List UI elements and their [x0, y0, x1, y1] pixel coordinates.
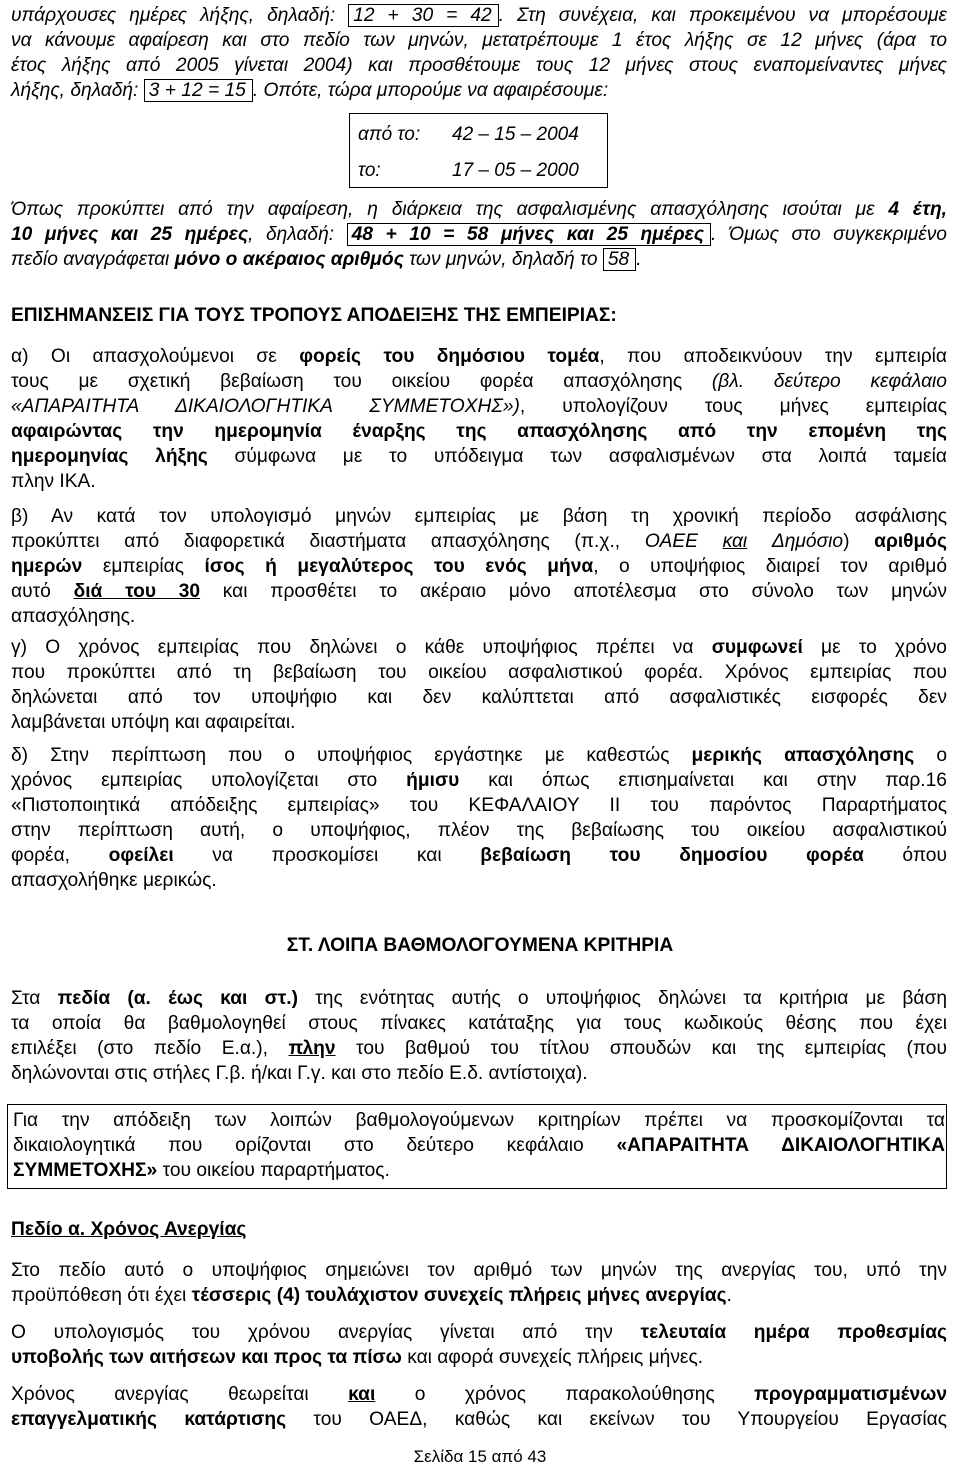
text-fragment: ΟΑΕΕ	[644, 531, 698, 552]
text-fragment: σύμφωνα με το υπόδειγμα των ασφαλισμένων στα λοιπά ταμεία	[234, 446, 947, 467]
text-fragment: υπάρχουσες ημέρες λήξης, δηλαδή:	[11, 5, 336, 26]
text-fragment: και αφορά συνεχείς πλήρεις μήνες.	[407, 1347, 704, 1368]
text-line: απασχολήθηκε μερικώς.	[11, 870, 217, 891]
text-fragment: και όπως επισημαίνεται και στην παρ.16	[488, 770, 947, 791]
text-line	[11, 1382, 947, 1407]
text-fragment: )	[843, 531, 850, 552]
text-fragment: ΣΥΜΜΕΤΟΧΗΣ»	[13, 1160, 158, 1181]
text-line: Στο πεδίο αυτό ο υποψήφιος σημειώνει τον αριθμό των μηνών της ανεργίας του, υπό την	[11, 1260, 947, 1281]
text-line	[11, 986, 947, 1011]
text-fragment: όπου	[902, 845, 947, 866]
field-a-paragraph-2	[11, 1320, 947, 1370]
calc-box: 12 + 30 = 42	[348, 4, 498, 27]
text-fragment: 10 μήνες και 25 ημέρες	[11, 224, 249, 245]
text-fragment: και	[348, 1384, 376, 1405]
heading-text: Πεδίο α. Χρόνος Ανεργίας	[11, 1219, 247, 1240]
text-fragment: ο χρόνος παρακολούθησης	[414, 1384, 715, 1405]
text-fragment: της ενότητας αυτής ο υποψήφιος δηλώνει τα κριτήρια με βάση	[315, 988, 947, 1009]
text-fragment: και προσθέτει το ακέραιο μόνο αποτέλεσμα στο σύνολο των μηνών	[222, 581, 948, 602]
text-fragment: ίσος ή μεγαλύτερος του ενός μήνα	[204, 556, 594, 577]
text-fragment: ημερομηνίας λήξης	[11, 446, 208, 467]
heading-text: ΕΠΙΣΗΜΑΝΣΕΙΣ ΓΙΑ ΤΟΥΣ ΤΡΟΠΟΥΣ ΑΠΟΔΕΙΞΗΣ ΤΗΣ ΕΜΠΕΙΡΙΑΣ:	[11, 305, 617, 326]
from-label: από το:	[358, 124, 421, 145]
text-fragment: χρόνος εμπειρίας υπολογίζεται στο	[11, 770, 378, 791]
text-fragment: Δημόσιο	[771, 531, 844, 552]
field-a-title	[11, 1217, 947, 1242]
page-number: Σελίδα 15 από 43	[413, 1447, 547, 1466]
text-fragment: εμπειρίας	[102, 556, 184, 577]
notes-heading	[11, 303, 947, 328]
text-line	[11, 743, 947, 768]
text-line: να κάνουμε αφαίρεση και στο πεδίο των μηνών, μετατρέπουμε 1 έτος λήξης σε 12 μήνες (άρα το	[11, 30, 947, 51]
text-fragment: ήμισυ	[406, 770, 460, 791]
text-fragment: 4 έτη,	[888, 199, 947, 220]
note-a	[11, 344, 947, 494]
text-fragment: αυτό	[11, 581, 51, 602]
text-line	[11, 369, 947, 394]
field-a-paragraph-3	[11, 1382, 947, 1432]
text-line: απασχόλησης.	[11, 606, 136, 627]
text-fragment: 48 + 10 = 58 μήνες και 25 ημέρες	[351, 224, 705, 245]
text-line	[11, 1036, 947, 1061]
text-fragment: προϋπόθεση ότι έχει	[11, 1285, 187, 1306]
text-line	[11, 394, 947, 419]
subtraction-box	[349, 113, 608, 188]
note-b	[11, 504, 947, 629]
calc-box: 58	[603, 248, 636, 271]
text-fragment: ο	[936, 745, 947, 766]
calc-box: 3 + 12 = 15	[144, 79, 253, 102]
result-paragraph	[11, 197, 947, 272]
text-fragment: επαγγελματικής κατάρτισης	[11, 1409, 287, 1430]
text-fragment: πεδίο αναγράφεται	[11, 249, 170, 270]
text-fragment: με το χρόνο	[821, 637, 947, 658]
text-line	[11, 635, 947, 660]
text-fragment: μόνο ο ακέραιος αριθμός	[174, 249, 404, 270]
text-line	[11, 3, 947, 28]
text-fragment: φορείς του δημόσιου τομέα	[299, 346, 600, 367]
text-line	[11, 222, 947, 247]
text-line	[11, 529, 947, 554]
text-fragment: Όπως προκύπτει από την αφαίρεση, η διάρκεια της ασφαλισμένης απασχόλησης ισούται με	[11, 199, 875, 220]
text-line	[13, 1158, 945, 1183]
text-line	[11, 1320, 947, 1345]
text-fragment: πεδία (α. έως και στ.)	[57, 988, 298, 1009]
text-fragment: . Οπότε, τώρα μπορούμε να αφαιρέσουμε:	[252, 80, 609, 101]
text-fragment: των μηνών, δηλαδή το	[409, 249, 598, 270]
text-fragment: του ΟΑΕΔ, καθώς και εκείνων του Υπουργείου Εργασίας	[313, 1409, 947, 1430]
text-fragment: .	[636, 249, 642, 270]
text-line: «Πιστοποιητικά απόδειξης εμπειρίας» του ΚΕΦΑΛΑΙΟΥ ΙΙ του παρόντος Παραρτήματος	[11, 795, 947, 816]
text-fragment: συμφωνεί	[711, 637, 803, 658]
from-value: 42 – 15 – 2004	[452, 124, 579, 145]
text-line	[11, 247, 947, 272]
text-line: πλην ΙΚΑ.	[11, 471, 96, 492]
text-fragment: προγραμματισμένων	[754, 1384, 947, 1405]
text-line	[11, 344, 947, 369]
text-line	[11, 1345, 947, 1370]
text-fragment: οφείλει	[108, 845, 174, 866]
field-a-paragraph-1	[11, 1258, 947, 1308]
text-fragment: δ) Στην περίπτωση που ο υποψήφιος εργάστηκε με καθεστώς	[11, 745, 670, 766]
text-fragment: αριθμός	[874, 531, 947, 552]
text-fragment: «ΑΠΑΡΑΙΤΗΤΑ ΔΙΚΑΙΟΛΟΓΗΤΙΚΑ	[616, 1135, 946, 1156]
text-line: έτος λήξης από 2005 γίνεται 2004) και προσθέτουμε τους 12 μήνες στους εναπομείναντες μήνες	[11, 55, 947, 76]
text-fragment: , που αποδεικνύουν την εμπειρία	[599, 346, 947, 367]
text-fragment: γ) Ο χρόνος εμπειρίας που δηλώνει ο κάθε υποψήφιος πρέπει να	[11, 637, 694, 658]
text-line: που προκύπτει από τη βεβαίωση του οικείου ασφαλιστικού φορέα. Χρόνος εμπειρίας που	[11, 662, 947, 683]
text-line	[11, 197, 947, 222]
text-line	[11, 554, 947, 579]
text-fragment: του βαθμού του τίτλου σπουδών και της εμπειρίας (που	[356, 1038, 947, 1059]
to-value: 17 – 05 – 2000	[452, 160, 579, 181]
text-fragment: ημερών	[11, 556, 83, 577]
text-fragment: . Όμως στο συγκεκριμένο	[711, 224, 947, 245]
text-line	[11, 768, 947, 793]
text-line: Για την απόδειξη των λοιπών βαθμολογούμενων κριτηρίων πρέπει να προσκομίζονται τα	[13, 1110, 945, 1131]
text-fragment: «ΑΠΑΡΑΙΤΗΤΑ ΔΙΚΑΙΟΛΟΓΗΤΙΚΑ ΣΥΜΜΕΤΟΧΗΣ»)	[11, 396, 520, 417]
text-fragment: Ο υπολογισμός του χρόνου ανεργίας γίνεται από την	[11, 1322, 613, 1343]
text-line	[11, 579, 947, 604]
text-fragment: υποβολής των αιτήσεων και προς τα πίσω	[11, 1347, 402, 1368]
text-line	[13, 1133, 945, 1158]
calc-box	[347, 223, 711, 246]
to-label: το:	[358, 160, 381, 181]
text-fragment: α) Οι απασχολούμενοι σε	[11, 346, 277, 367]
text-line: λαμβάνεται υπόψη και αφαιρείται.	[11, 712, 296, 733]
text-fragment: τους με σχετική βεβαίωση του οικείου φορέα απασχόλησης	[11, 371, 683, 392]
text-fragment: προκύπτει από διαφορετικά διαστήματα απασχόλησης (π.χ.,	[11, 531, 621, 552]
text-line	[11, 1407, 947, 1432]
text-fragment: διά του 30	[73, 581, 201, 602]
text-fragment: να προσκομίσει και	[212, 845, 442, 866]
section-title: ΣΤ. ΛΟΙΠΑ ΒΑΘΜΟΛΟΓΟΥΜΕΝΑ ΚΡΙΤΗΡΙΑ	[286, 935, 674, 956]
text-fragment: φορέα,	[11, 845, 71, 866]
text-fragment: δικαιολογητικά που ορίζονται στο δεύτερο κεφάλαιο	[13, 1135, 584, 1156]
text-fragment: λήξης, δηλαδή:	[11, 80, 139, 101]
text-fragment: βεβαίωση του δημοσίου φορέα	[480, 845, 864, 866]
text-line: τα οποία θα βαθμολογηθεί στους πίνακες κατάταξης για τους κωδικούς θέσης που έχει	[11, 1013, 947, 1034]
text-fragment: (βλ. δεύτερο κεφάλαιο	[711, 371, 947, 392]
boxed-note-text	[13, 1108, 945, 1183]
text-fragment: , υπολογίζουν τους μήνες εμπειρίας	[519, 396, 947, 417]
text-fragment: μερικής απασχόλησης	[691, 745, 915, 766]
text-line: δηλώνονται στις στήλες Γ.β. ή/και Γ.γ. και στο πεδίο Ε.δ. αντίστοιχα).	[11, 1063, 588, 1084]
text-fragment: του οικείου παραρτήματος.	[162, 1160, 390, 1181]
text-line: β) Αν κατά τον υπολογισμό μηνών εμπειρίας με βάση τη χρονική περίοδο ασφάλισης	[11, 506, 947, 527]
text-fragment: και	[722, 531, 748, 552]
text-fragment: τελευταία ημέρα προθεσμίας	[640, 1322, 947, 1343]
text-line	[11, 1283, 947, 1308]
note-c	[11, 635, 947, 735]
text-line: στην περίπτωση αυτή, ο υποψήφιος, πλέον της βεβαίωσης του οικείου ασφαλιστικού	[11, 820, 947, 841]
top-paragraph	[11, 3, 947, 103]
text-line	[11, 843, 947, 868]
text-line	[11, 444, 947, 469]
note-d	[11, 743, 947, 893]
text-fragment: επιλέξει (στο πεδίο Ε.α.),	[11, 1038, 268, 1059]
text-fragment: πλην	[288, 1038, 336, 1059]
text-line: δηλώνεται από τον υποψήφιο και δεν καλύπτεται από ασφαλιστικές εισφορές δεν	[11, 687, 947, 708]
text-line: αφαιρώντας την ημερομηνία έναρξης της απασχόλησης από την επομένη της	[11, 421, 947, 442]
text-fragment: , ο υποψήφιος διαιρεί τον αριθμό	[593, 556, 947, 577]
text-fragment: .	[726, 1285, 732, 1306]
text-fragment: . Στη συνέχεια, και προκειμένου να μπορέσουμε	[498, 5, 947, 26]
text-fragment: Χρόνος ανεργίας θεωρείται	[11, 1384, 309, 1405]
text-fragment: Στα	[11, 988, 41, 1009]
text-line	[11, 78, 947, 103]
text-fragment: τέσσερις (4) τουλάχιστον συνεχείς πλήρεις μήνες ανεργίας	[191, 1285, 727, 1306]
text-fragment: , δηλαδή:	[248, 224, 335, 245]
section-paragraph	[11, 986, 947, 1086]
